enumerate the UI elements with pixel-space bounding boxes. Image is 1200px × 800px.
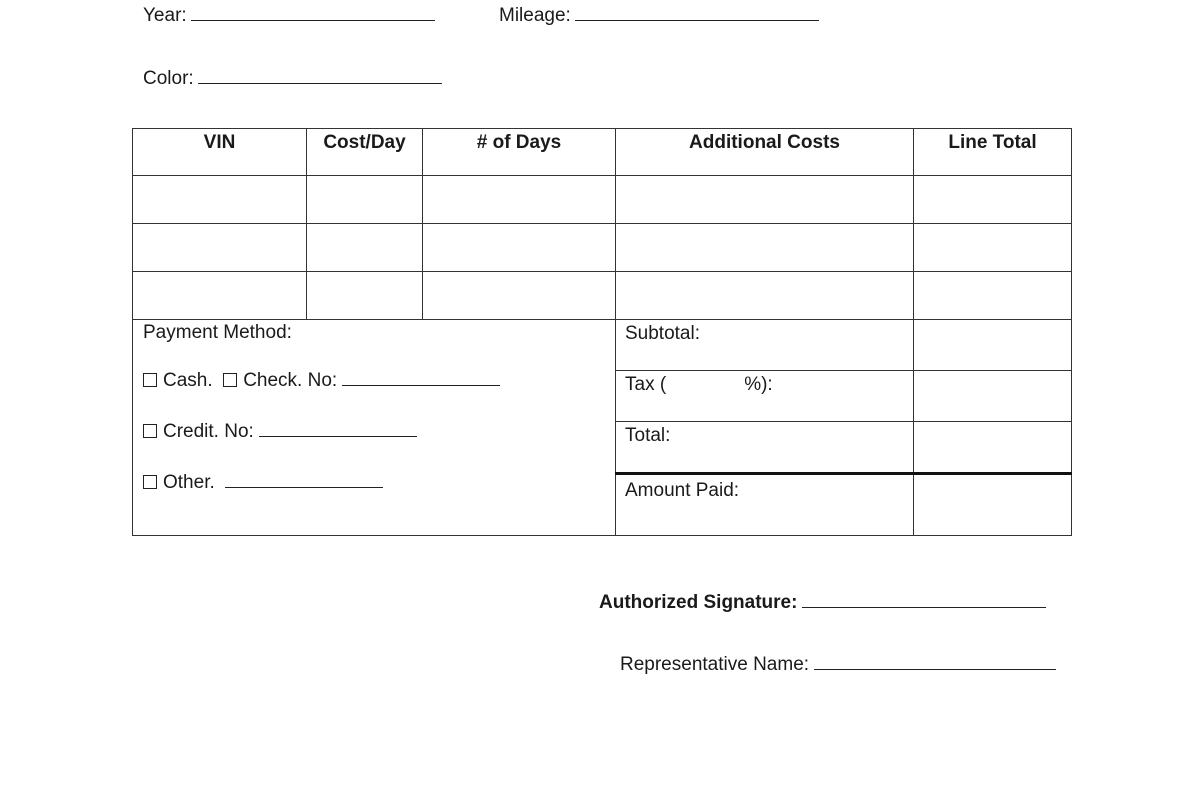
cost-day-cell[interactable] [307, 224, 423, 272]
column-header-vin: VIN [133, 129, 307, 176]
year-label: Year: [143, 5, 187, 26]
cash-label: Cash. [163, 370, 213, 391]
payment-option-other [143, 472, 615, 523]
line-total-cell[interactable] [914, 176, 1072, 224]
total-label: Total: [616, 422, 914, 474]
amount-paid-label: Amount Paid: [616, 474, 914, 536]
year-field[interactable] [143, 5, 435, 27]
color-label: Color: [143, 68, 194, 89]
cost-day-cell[interactable] [307, 176, 423, 224]
amount-paid-value-cell[interactable] [914, 474, 1072, 536]
table-row [133, 176, 1072, 224]
representative-name-line[interactable] [814, 668, 1056, 670]
cash-checkbox[interactable] [143, 373, 157, 387]
additional-costs-cell[interactable] [616, 176, 914, 224]
color-input-line[interactable] [198, 82, 442, 84]
other-checkbox[interactable] [143, 475, 157, 489]
subtotal-value-cell[interactable] [914, 320, 1072, 371]
days-cell[interactable] [423, 272, 616, 320]
mileage-input-line[interactable] [575, 19, 819, 21]
authorized-signature-label: Authorized Signature: [599, 592, 798, 613]
mileage-label: Mileage: [499, 5, 571, 26]
year-input-line[interactable] [191, 19, 435, 21]
check-label: Check. No: [243, 370, 338, 391]
authorized-signature-line[interactable] [802, 606, 1046, 608]
additional-costs-cell[interactable] [616, 224, 914, 272]
additional-costs-cell[interactable] [616, 272, 914, 320]
tax-label [616, 371, 914, 422]
total-value-cell[interactable] [914, 422, 1072, 474]
column-header-additional-costs: Additional Costs [616, 129, 914, 176]
authorized-signature-field[interactable] [599, 592, 1046, 614]
other-details-line[interactable] [225, 486, 383, 488]
rental-items-table [132, 128, 1072, 536]
days-cell[interactable] [423, 224, 616, 272]
table-header-row [133, 129, 1072, 176]
tax-value-cell[interactable] [914, 371, 1072, 422]
mileage-field[interactable] [499, 5, 819, 27]
subtotal-row [133, 320, 1072, 371]
representative-name-label: Representative Name: [620, 654, 810, 675]
tax-label-prefix: Tax ( [625, 374, 667, 395]
table-row [133, 272, 1072, 320]
column-header-days: # of Days [423, 129, 616, 176]
credit-number-line[interactable] [259, 435, 417, 437]
other-label: Other. [163, 472, 215, 493]
vin-cell[interactable] [133, 176, 307, 224]
credit-label: Credit. No: [163, 421, 254, 442]
payment-option-cash-check [143, 370, 615, 421]
check-number-line[interactable] [342, 384, 500, 386]
days-cell[interactable] [423, 176, 616, 224]
check-checkbox[interactable] [223, 373, 237, 387]
payment-option-credit [143, 421, 615, 472]
payment-method-section [133, 320, 616, 536]
color-field[interactable] [143, 68, 442, 90]
tax-label-suffix: %): [744, 374, 773, 395]
vin-cell[interactable] [133, 272, 307, 320]
payment-method-heading: Payment Method: [143, 322, 292, 343]
column-header-line-total: Line Total [914, 129, 1072, 176]
line-total-cell[interactable] [914, 224, 1072, 272]
table-row [133, 224, 1072, 272]
line-total-cell[interactable] [914, 272, 1072, 320]
column-header-cost-day: Cost/Day [307, 129, 423, 176]
credit-checkbox[interactable] [143, 424, 157, 438]
cost-day-cell[interactable] [307, 272, 423, 320]
representative-name-field[interactable] [620, 654, 1056, 676]
subtotal-label: Subtotal: [616, 320, 914, 371]
vin-cell[interactable] [133, 224, 307, 272]
